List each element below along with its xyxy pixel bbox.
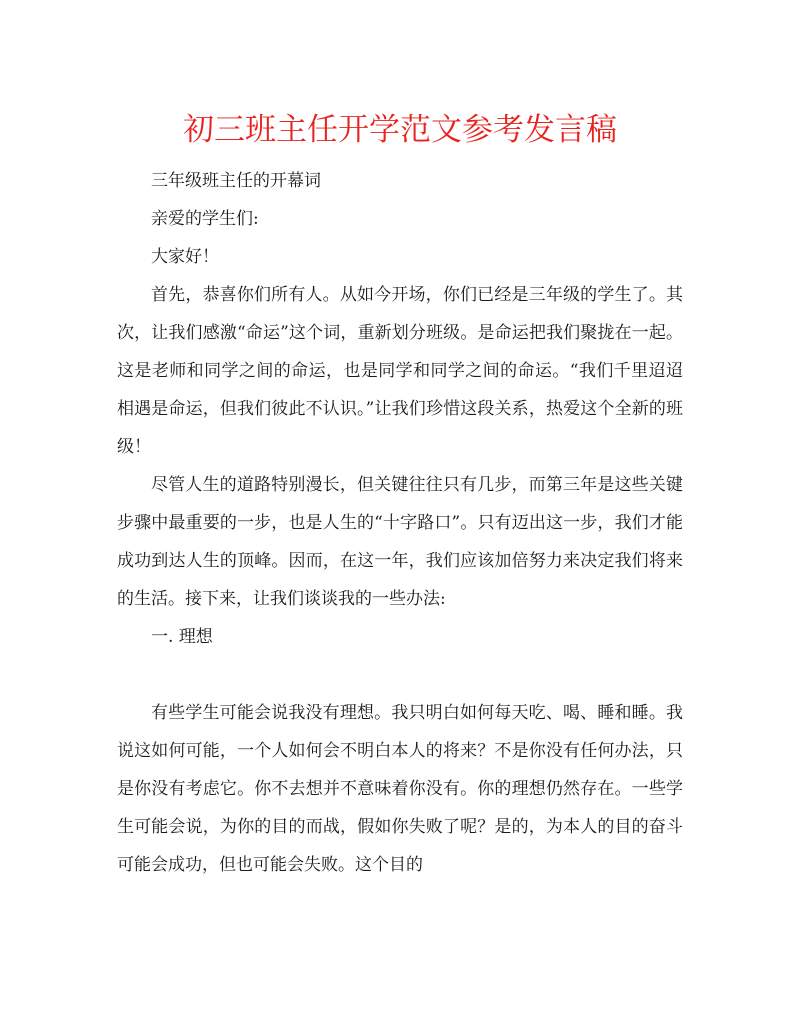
paragraph-greeting: 大家好！ [151,247,219,267]
paragraph-body-2: 尽管人生的道路特别漫长，但关键往往只有几步，而第三年是这些关键步骤中最重要的一步，也是人生的“十字路口”。只有迈出这一步，我们才能成功到达人生的顶峰。因而，在这一年，我们应该加倍努力来决定我们将来的生活。接下来，让我们谈谈我的一些办法: [117,475,683,609]
paragraph-body-3: 有些学生可能会说我没有理想。我只明白如何每天吃、喝、睡和睡。我说这如何可能，一个人如何会不明白本人的将来？不是你没有任何办法，只是你没有考虑它。你不去想并不意味着你没有。你的理想仍然存在。一些学生可能会说，为你的目的而战，假如你失败了呢？是的，为本人的目的奋斗可能会成功，但也可能会失败。这个目的 [117,703,683,875]
paragraph-body-1: 首先，恭喜你们所有人。从如今开场，你们已经是三年级的学生了。其次，让我们感激“命运”这个词，重新划分班级。是命运把我们聚拢在一起。这是老师和同学之间的命运，也是同学和同学之间的命运。“我们千里迢迢相遇是命运，但我们彼此不认识。”让我们珍惜这段关系，热爱这个全新的班级！ [117,285,683,457]
paragraph-subtitle: 三年级班主任的开幕词 [151,171,321,191]
document-body [117,162,683,884]
section-heading-ideals: 一. 理想 [151,627,213,647]
paragraph-salutation: 亲爱的学生们: [151,209,259,229]
blank-line [117,656,683,694]
document-title: 初三班主任开学范文参考发言稿 [183,112,617,148]
